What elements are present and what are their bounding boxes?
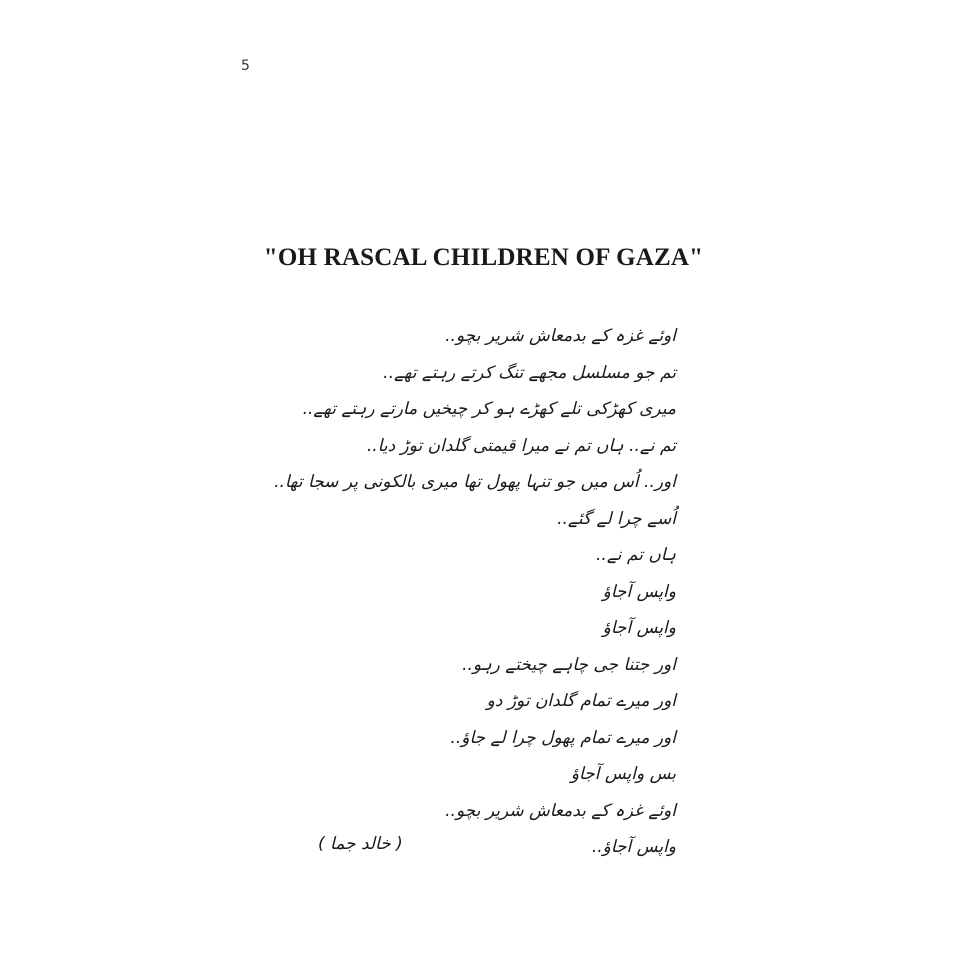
poem-line: اوئے غزہ کے بدمعاش شریر بچو..: [445, 800, 676, 821]
page-number: 5: [241, 58, 250, 74]
poem-line: واپس آجاؤ: [602, 618, 676, 638]
poem-line: تم جو مسلسل مجھے تنگ کرتے رہتے تھے..: [383, 362, 676, 383]
poem-line: واپس آجاؤ: [602, 581, 676, 602]
poem-line: اور.. اُس میں جو تنہا پھول تھا میری بالکونی پر سجا تھا..: [274, 472, 676, 492]
poem-body: [276, 318, 676, 866]
poem-line: اور جتنا جی چاہے چیختے رہو..: [462, 654, 676, 675]
poem-line: تم نے.. ہاں تم نے میرا قیمتی گلدان توڑ دیا..: [366, 435, 676, 456]
poem-line: واپس آجاؤ..: [591, 837, 676, 857]
poem-line: اور میرے تمام گلدان توڑ دو: [486, 691, 676, 711]
poem-title: "OH RASCAL CHILDREN OF GAZA": [263, 244, 704, 271]
poem-line: ہاں تم نے..: [596, 545, 676, 565]
poem-line: اوئے غزہ کے بدمعاش شریر بچو..: [445, 326, 676, 346]
poem-line: بس واپس آجاؤ: [570, 764, 676, 784]
poem-line: میری کھڑکی تلے کھڑے ہو کر چیخیں مارتے رہتے تھے..: [302, 399, 676, 419]
poem-line: اُسے چرا لے گئے..: [557, 508, 676, 529]
poem-attribution: ( خالد جما ): [318, 834, 403, 854]
poem-line: اور میرے تمام پھول چرا لے جاؤ..: [450, 727, 676, 748]
